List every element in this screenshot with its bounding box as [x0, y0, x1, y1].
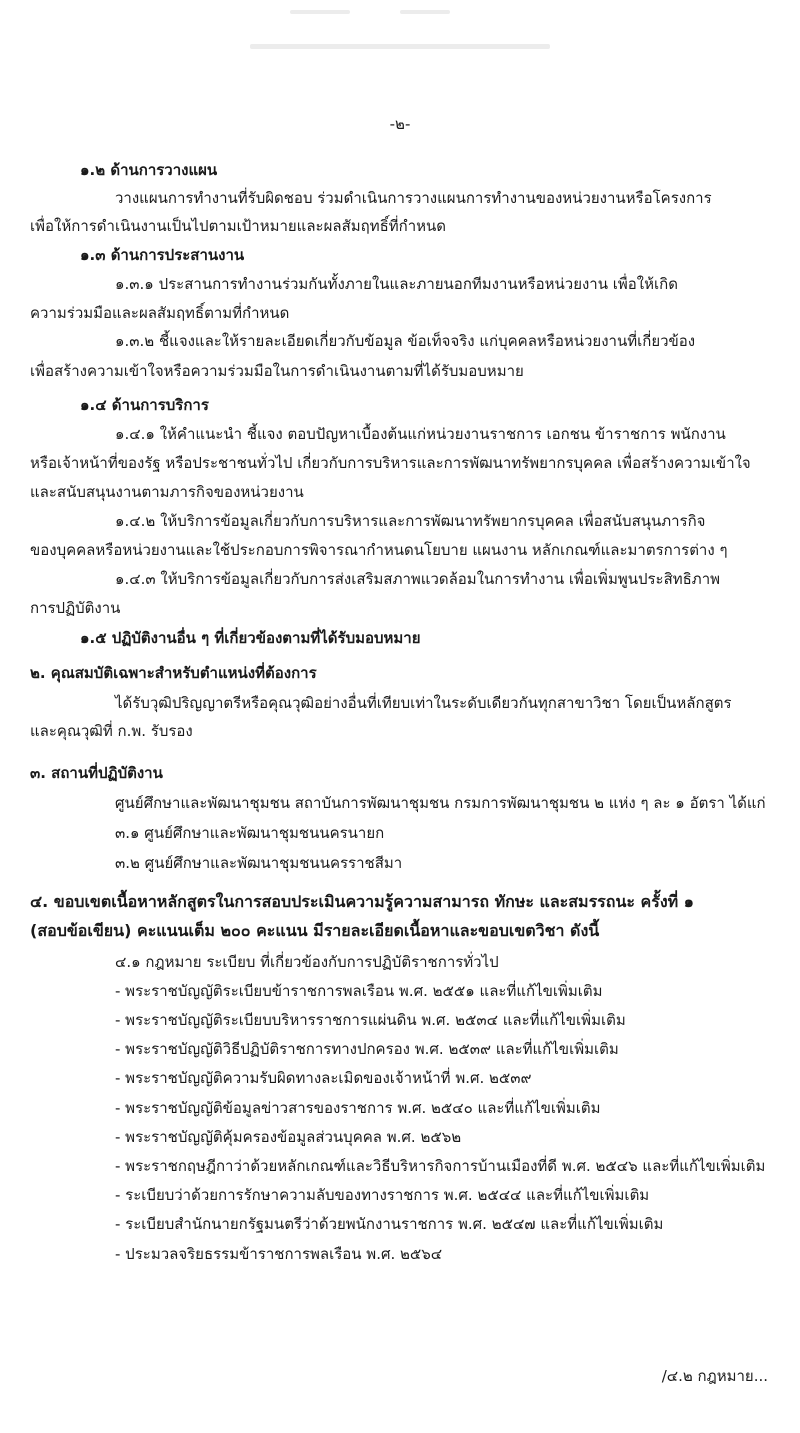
- text-line: ๑.๔.๓ ให้บริการข้อมูลเกี่ยวกับการส่งเสริมสภาพแวดล้อมในการทำงาน เพื่อเพิ่มพูนประสิทธิภาพ: [115, 570, 721, 588]
- text-line: ๓.๑ ศูนย์ศึกษาและพัฒนาชุมชนนครนายก: [115, 824, 385, 842]
- text-line: - พระราชบัญญัติความรับผิดทางละเมิดของเจ้าหน้าที่ พ.ศ. ๒๕๓๙: [115, 1069, 532, 1087]
- text-line: ๑.๒ ด้านการวางแผน: [80, 161, 218, 179]
- text-line: เพื่อให้การดำเนินงานเป็นไปตามเป้าหมายและผลสัมฤทธิ์ที่กำหนด: [30, 217, 447, 235]
- text-line: และคุณวุฒิที่ ก.พ. รับรอง: [30, 722, 193, 740]
- text-line: ๒. คุณสมบัติเฉพาะสำหรับตำแหน่งที่ต้องการ: [30, 664, 317, 682]
- page-number: -๒-: [389, 115, 411, 133]
- text-line: ของบุคคลหรือหน่วยงานและใช้ประกอบการพิจารณากำหนดนโยบาย แผนงาน หลักเกณฑ์และมาตรการต่าง ๆ: [30, 541, 728, 559]
- text-line: - ประมวลจริยธรรมข้าราชการพลเรือน พ.ศ. ๒๕๖๔: [115, 1245, 443, 1263]
- text-line: (สอบข้อเขียน) คะแนนเต็ม ๒๐๐ คะแนน มีรายละเอียดเนื้อหาและขอบเขตวิชา ดังนี้: [30, 921, 600, 940]
- text-line: - พระราชบัญญัติระเบียบข้าราชการพลเรือน พ.ศ. ๒๕๕๑ และที่แก้ไขเพิ่มเติม: [115, 982, 603, 1000]
- text-line: - พระราชบัญญัติระเบียบบริหารราชการแผ่นดิน พ.ศ. ๒๕๓๔ และที่แก้ไขเพิ่มเติม: [115, 1011, 626, 1029]
- text-line: ๔. ขอบเขตเนื้อหาหลักสูตรในการสอบประเมินความรู้ความสามารถ ทักษะ และสมรรถนะ ครั้งที่ ๑: [30, 892, 694, 911]
- text-line: ได้รับวุฒิปริญญาตรีหรือคุณวุฒิอย่างอื่นที่เทียบเท่าในระดับเดียวกันทุกสาขาวิชา โดยเป็นหลักสูตร: [115, 694, 732, 712]
- text-line: - พระราชบัญญัติคุ้มครองข้อมูลส่วนบุคคล พ.ศ. ๒๕๖๒: [115, 1128, 462, 1146]
- text-line: ๑.๓.๑ ประสานการทำงานร่วมกันทั้งภายในและภายนอกทีมงานหรือหน่วยงาน เพื่อให้เกิด: [115, 275, 678, 293]
- text-line: ๑.๕ ปฏิบัติงานอื่น ๆ ที่เกี่ยวข้องตามที่ได้รับมอบหมาย: [80, 629, 421, 647]
- text-line: ความร่วมมือและผลสัมฤทธิ์ตามที่กำหนด: [30, 304, 290, 322]
- text-line: เพื่อสร้างความเข้าใจหรือความร่วมมือในการดำเนินงานตามที่ได้รับมอบหมาย: [30, 362, 524, 380]
- text-line: ศูนย์ศึกษาและพัฒนาชุมชน สถาบันการพัฒนาชุมชน กรมการพัฒนาชุมชน ๒ แห่ง ๆ ละ ๑ อัตรา ได้แก่: [115, 794, 766, 812]
- text-line: และสนับสนุนงานตามภารกิจของหน่วยงาน: [30, 483, 304, 501]
- continuation-footer: /๔.๒ กฎหมาย...: [661, 1367, 768, 1385]
- text-line: ๔.๑ กฎหมาย ระเบียบ ที่เกี่ยวข้องกับการปฏิบัติราชการทั่วไป: [115, 953, 499, 971]
- text-line: ๑.๔.๑ ให้คำแนะนำ ชี้แจง ตอบปัญหาเบื้องต้นแก่หน่วยงานราชการ เอกชน ข้าราชการ พนักงาน: [115, 425, 726, 443]
- text-line: ๑.๓.๒ ชี้แจงและให้รายละเอียดเกี่ยวกับข้อมูล ข้อเท็จจริง แก่บุคคลหรือหน่วยงานที่เกี่ยวข้อง: [115, 332, 696, 350]
- text-line: - ระเบียบสำนักนายกรัฐมนตรีว่าด้วยพนักงานราชการ พ.ศ. ๒๕๔๗ และที่แก้ไขเพิ่มเติม: [115, 1215, 664, 1233]
- text-line: ๓. สถานที่ปฏิบัติงาน: [30, 764, 163, 782]
- text-line: - ระเบียบว่าด้วยการรักษาความลับของทางราชการ พ.ศ. ๒๕๔๔ และที่แก้ไขเพิ่มเติม: [115, 1186, 650, 1204]
- text-line: วางแผนการทำงานที่รับผิดชอบ ร่วมดำเนินการวางแผนการทำงานของหน่วยงานหรือโครงการ: [115, 189, 712, 207]
- text-line: - พระราชกฤษฎีกาว่าด้วยหลักเกณฑ์และวิธีบริหารกิจการบ้านเมืองที่ดี พ.ศ. ๒๕๔๖ และที่แก้ไขเพิ่มเติม: [115, 1157, 766, 1175]
- text-line: ๑.๔.๒ ให้บริการข้อมูลเกี่ยวกับการบริหารและการพัฒนาทรัพยากรบุคคล เพื่อสนับสนุนภารกิจ: [115, 512, 706, 530]
- faded-letterhead-seal: [250, 4, 550, 84]
- text-line: หรือเจ้าหน้าที่ของรัฐ หรือประชาชนทั่วไป เกี่ยวกับการบริหารและการพัฒนาทรัพยากรบุคคล เพื่อสร้างความเข้าใจ: [30, 454, 751, 472]
- text-line: การปฏิบัติงาน: [30, 599, 121, 617]
- text-line: ๑.๔ ด้านการบริการ: [80, 396, 209, 414]
- text-line: ๓.๒ ศูนย์ศึกษาและพัฒนาชุมชนนครราชสีมา: [115, 854, 403, 872]
- text-line: - พระราชบัญญัติข้อมูลข่าวสารของราชการ พ.ศ. ๒๕๔๐ และที่แก้ไขเพิ่มเติม: [115, 1099, 601, 1117]
- text-line: ๑.๓ ด้านการประสานงาน: [80, 246, 245, 264]
- text-line: - พระราชบัญญัติวิธีปฏิบัติราชการทางปกครอง พ.ศ. ๒๕๓๙ และที่แก้ไขเพิ่มเติม: [115, 1040, 619, 1058]
